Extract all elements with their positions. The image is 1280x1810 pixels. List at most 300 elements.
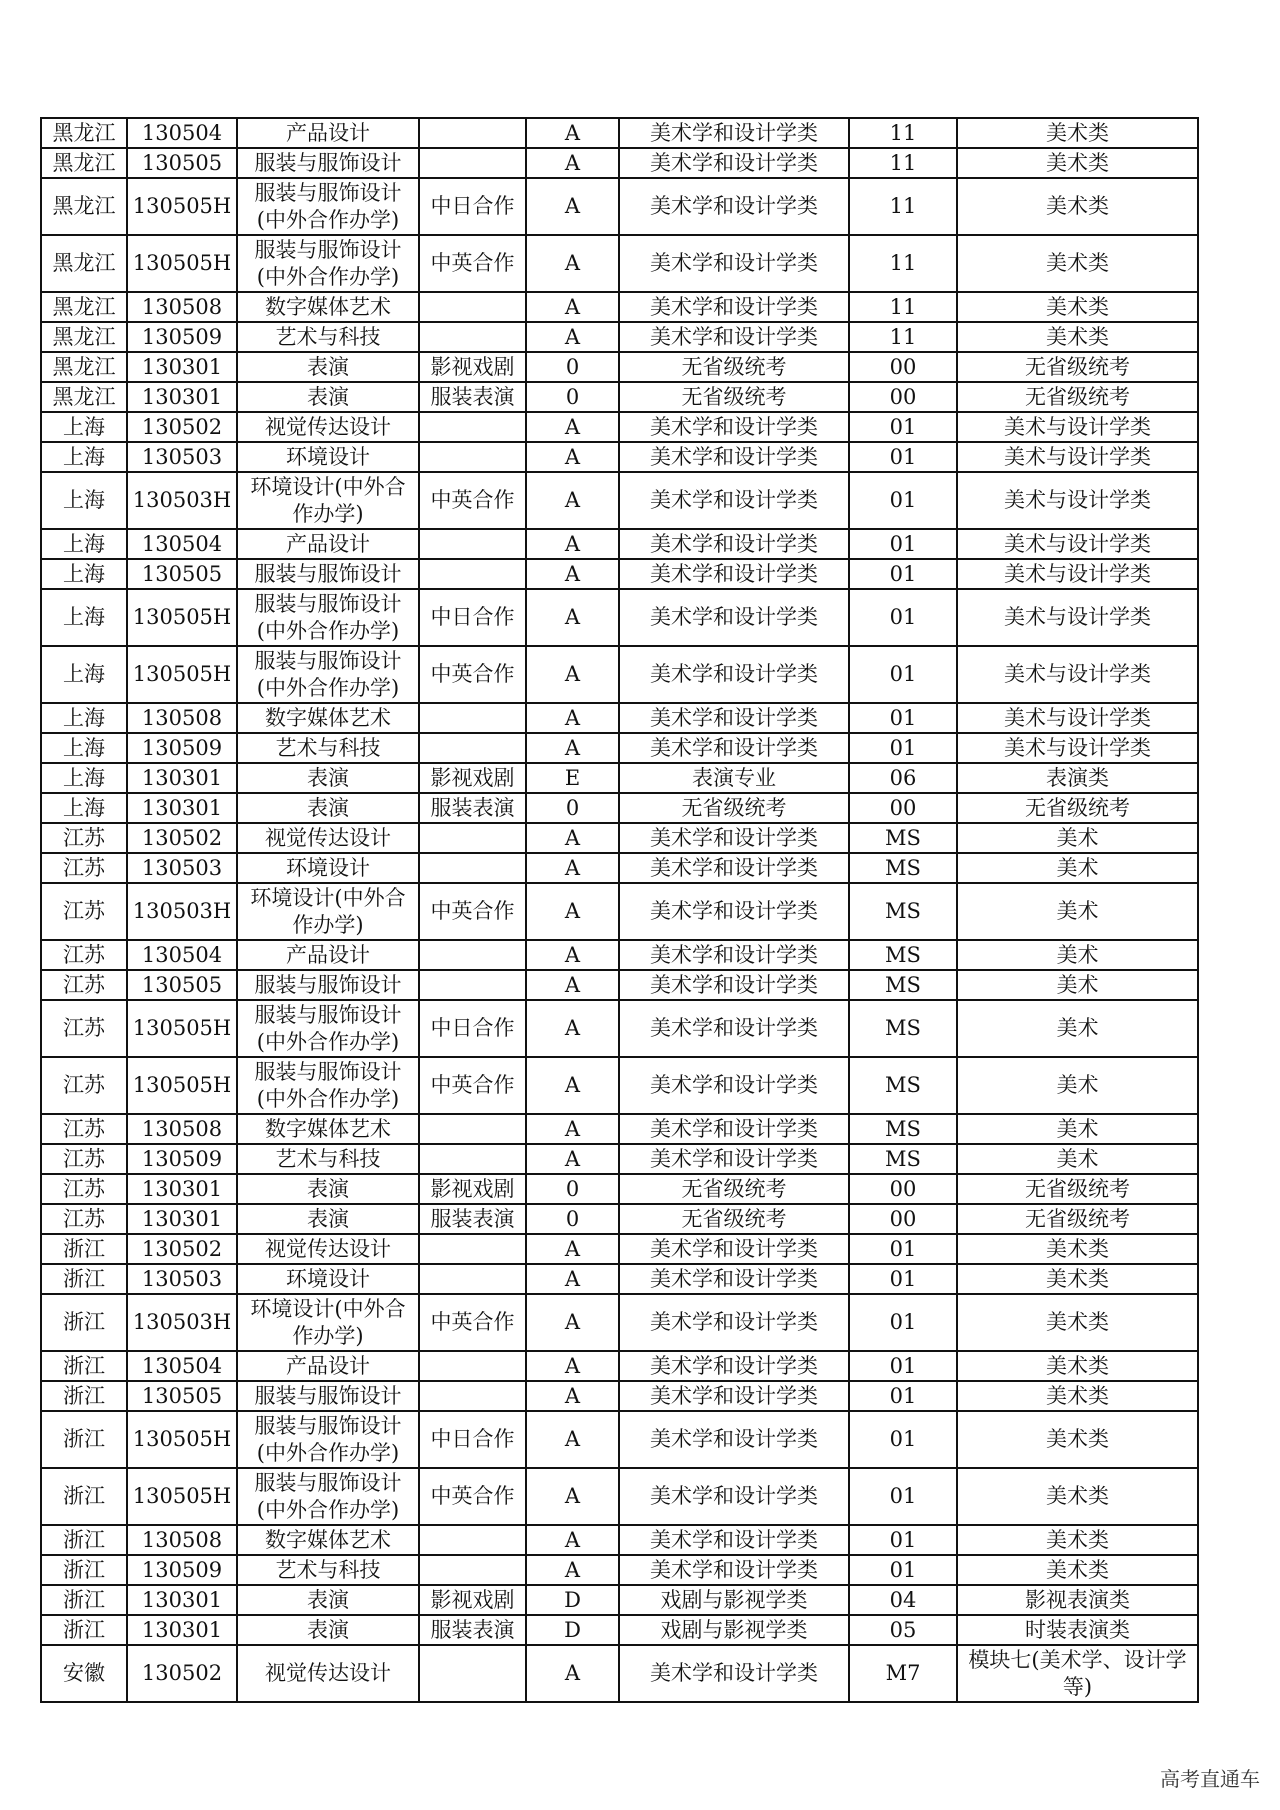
cell-exam-type: A xyxy=(526,1555,619,1585)
cell-subject-name: 美术与设计学类 xyxy=(957,589,1198,646)
cell-exam-type: A xyxy=(526,970,619,1000)
cell-remark: 中英合作 xyxy=(419,1057,526,1114)
cell-remark: 服装表演 xyxy=(419,1615,526,1645)
cell-province: 安徽 xyxy=(41,1645,127,1702)
cell-exam-type: A xyxy=(526,529,619,559)
table-row xyxy=(41,1351,1198,1381)
cell-major-code: 130502 xyxy=(127,823,237,853)
table-row xyxy=(41,529,1198,559)
table-row xyxy=(41,1585,1198,1615)
cell-remark: 影视戏剧 xyxy=(419,352,526,382)
cell-subject-code: 01 xyxy=(849,1525,957,1555)
cell-major-name: 视觉传达设计 xyxy=(237,1645,419,1702)
cell-subject-code: 01 xyxy=(849,646,957,703)
cell-subject-code: 01 xyxy=(849,412,957,442)
cell-subject-name: 美术 xyxy=(957,883,1198,940)
cell-remark xyxy=(419,292,526,322)
table-row xyxy=(41,763,1198,793)
table-row xyxy=(41,1234,1198,1264)
cell-exam-category: 美术学和设计学类 xyxy=(619,1525,849,1555)
cell-subject-name: 无省级统考 xyxy=(957,382,1198,412)
cell-major-name: 表演 xyxy=(237,1174,419,1204)
cell-exam-type: A xyxy=(526,823,619,853)
table-row xyxy=(41,1468,1198,1525)
cell-exam-type: 0 xyxy=(526,1174,619,1204)
cell-major-code: 130301 xyxy=(127,1615,237,1645)
cell-exam-category: 美术学和设计学类 xyxy=(619,118,849,148)
cell-remark: 影视戏剧 xyxy=(419,763,526,793)
cell-remark xyxy=(419,1381,526,1411)
cell-subject-name: 无省级统考 xyxy=(957,352,1198,382)
cell-remark: 中英合作 xyxy=(419,646,526,703)
cell-subject-name: 美术类 xyxy=(957,1351,1198,1381)
cell-province: 江苏 xyxy=(41,1174,127,1204)
table-row xyxy=(41,1204,1198,1234)
cell-major-name: 产品设计 xyxy=(237,1351,419,1381)
cell-major-code: 130502 xyxy=(127,412,237,442)
table-row xyxy=(41,1114,1198,1144)
cell-remark xyxy=(419,1144,526,1174)
cell-major-code: 130503 xyxy=(127,442,237,472)
cell-major-name: 服装与服饰设计(中外合作办学) xyxy=(237,1411,419,1468)
cell-province: 上海 xyxy=(41,763,127,793)
cell-major-code: 130505H xyxy=(127,235,237,292)
cell-remark xyxy=(419,1555,526,1585)
cell-subject-name: 美术与设计学类 xyxy=(957,529,1198,559)
cell-exam-category: 美术学和设计学类 xyxy=(619,1468,849,1525)
cell-subject-code: 00 xyxy=(849,1174,957,1204)
cell-exam-type: A xyxy=(526,1144,619,1174)
cell-exam-category: 无省级统考 xyxy=(619,1204,849,1234)
cell-subject-name: 美术与设计学类 xyxy=(957,472,1198,529)
cell-exam-type: A xyxy=(526,1381,619,1411)
cell-exam-type: E xyxy=(526,763,619,793)
cell-province: 浙江 xyxy=(41,1264,127,1294)
cell-major-name: 数字媒体艺术 xyxy=(237,292,419,322)
cell-province: 黑龙江 xyxy=(41,352,127,382)
cell-subject-name: 表演类 xyxy=(957,763,1198,793)
table-row xyxy=(41,235,1198,292)
cell-subject-name: 美术与设计学类 xyxy=(957,733,1198,763)
table-row xyxy=(41,823,1198,853)
cell-subject-name: 美术类 xyxy=(957,322,1198,352)
cell-exam-type: A xyxy=(526,646,619,703)
cell-major-name: 视觉传达设计 xyxy=(237,1234,419,1264)
cell-exam-type: A xyxy=(526,412,619,442)
cell-exam-category: 无省级统考 xyxy=(619,382,849,412)
cell-province: 黑龙江 xyxy=(41,322,127,352)
cell-province: 上海 xyxy=(41,703,127,733)
cell-subject-name: 美术类 xyxy=(957,1525,1198,1555)
cell-major-name: 服装与服饰设计(中外合作办学) xyxy=(237,646,419,703)
table-row xyxy=(41,1174,1198,1204)
cell-remark xyxy=(419,412,526,442)
cell-province: 江苏 xyxy=(41,853,127,883)
cell-remark xyxy=(419,148,526,178)
cell-subject-code: 01 xyxy=(849,442,957,472)
cell-exam-category: 美术学和设计学类 xyxy=(619,1351,849,1381)
cell-major-name: 服装与服饰设计(中外合作办学) xyxy=(237,235,419,292)
cell-subject-code: 01 xyxy=(849,1411,957,1468)
table-row xyxy=(41,118,1198,148)
cell-exam-category: 美术学和设计学类 xyxy=(619,853,849,883)
cell-major-name: 服装与服饰设计(中外合作办学) xyxy=(237,589,419,646)
cell-province: 江苏 xyxy=(41,940,127,970)
cell-major-name: 表演 xyxy=(237,1585,419,1615)
cell-major-code: 130301 xyxy=(127,352,237,382)
cell-subject-name: 美术类 xyxy=(957,1468,1198,1525)
table-row xyxy=(41,382,1198,412)
cell-exam-type: A xyxy=(526,589,619,646)
cell-subject-name: 美术类 xyxy=(957,178,1198,235)
cell-exam-type: A xyxy=(526,1525,619,1555)
cell-exam-category: 美术学和设计学类 xyxy=(619,292,849,322)
cell-exam-category: 美术学和设计学类 xyxy=(619,442,849,472)
cell-exam-type: D xyxy=(526,1615,619,1645)
cell-remark: 中日合作 xyxy=(419,589,526,646)
cell-major-code: 130504 xyxy=(127,529,237,559)
cell-major-code: 130504 xyxy=(127,940,237,970)
cell-province: 浙江 xyxy=(41,1351,127,1381)
cell-subject-name: 无省级统考 xyxy=(957,1204,1198,1234)
cell-exam-type: A xyxy=(526,1000,619,1057)
cell-major-name: 服装与服饰设计(中外合作办学) xyxy=(237,1057,419,1114)
cell-major-name: 艺术与科技 xyxy=(237,322,419,352)
cell-exam-category: 表演专业 xyxy=(619,763,849,793)
cell-major-name: 环境设计 xyxy=(237,442,419,472)
cell-exam-category: 美术学和设计学类 xyxy=(619,148,849,178)
table-row xyxy=(41,148,1198,178)
cell-subject-name: 美术 xyxy=(957,1057,1198,1114)
cell-major-code: 130505H xyxy=(127,1000,237,1057)
cell-major-code: 130508 xyxy=(127,703,237,733)
cell-exam-type: A xyxy=(526,178,619,235)
table-row xyxy=(41,793,1198,823)
cell-exam-type: 0 xyxy=(526,382,619,412)
cell-major-name: 数字媒体艺术 xyxy=(237,1114,419,1144)
cell-major-name: 表演 xyxy=(237,793,419,823)
cell-exam-category: 美术学和设计学类 xyxy=(619,646,849,703)
cell-subject-name: 美术类 xyxy=(957,1234,1198,1264)
cell-exam-type: A xyxy=(526,292,619,322)
cell-subject-name: 美术与设计学类 xyxy=(957,442,1198,472)
cell-province: 江苏 xyxy=(41,1000,127,1057)
cell-subject-name: 美术与设计学类 xyxy=(957,412,1198,442)
cell-exam-category: 美术学和设计学类 xyxy=(619,1234,849,1264)
cell-exam-category: 美术学和设计学类 xyxy=(619,883,849,940)
cell-exam-type: A xyxy=(526,1411,619,1468)
cell-major-code: 130504 xyxy=(127,1351,237,1381)
cell-exam-category: 美术学和设计学类 xyxy=(619,1144,849,1174)
cell-subject-name: 美术与设计学类 xyxy=(957,703,1198,733)
cell-exam-category: 美术学和设计学类 xyxy=(619,1411,849,1468)
cell-major-name: 环境设计(中外合作办学) xyxy=(237,883,419,940)
cell-major-name: 表演 xyxy=(237,1615,419,1645)
cell-remark xyxy=(419,559,526,589)
cell-subject-code: MS xyxy=(849,823,957,853)
cell-exam-type: A xyxy=(526,442,619,472)
cell-subject-code: 01 xyxy=(849,1555,957,1585)
cell-province: 浙江 xyxy=(41,1585,127,1615)
cell-subject-name: 美术类 xyxy=(957,1264,1198,1294)
cell-major-code: 130503H xyxy=(127,472,237,529)
cell-exam-category: 美术学和设计学类 xyxy=(619,322,849,352)
cell-exam-category: 美术学和设计学类 xyxy=(619,559,849,589)
cell-subject-name: 无省级统考 xyxy=(957,793,1198,823)
cell-subject-code: 05 xyxy=(849,1615,957,1645)
cell-province: 黑龙江 xyxy=(41,148,127,178)
watermark: 高考直通车 xyxy=(1160,1767,1260,1791)
cell-subject-code: MS xyxy=(849,1000,957,1057)
cell-subject-code: 01 xyxy=(849,1294,957,1351)
cell-subject-name: 美术与设计学类 xyxy=(957,559,1198,589)
cell-exam-type: A xyxy=(526,559,619,589)
cell-major-code: 130505 xyxy=(127,148,237,178)
table-row xyxy=(41,970,1198,1000)
cell-major-code: 130301 xyxy=(127,763,237,793)
cell-exam-type: A xyxy=(526,1294,619,1351)
table-row xyxy=(41,1411,1198,1468)
cell-exam-type: A xyxy=(526,1264,619,1294)
cell-major-name: 表演 xyxy=(237,352,419,382)
cell-subject-name: 美术 xyxy=(957,823,1198,853)
cell-major-code: 130301 xyxy=(127,1585,237,1615)
cell-province: 上海 xyxy=(41,442,127,472)
cell-exam-category: 美术学和设计学类 xyxy=(619,703,849,733)
cell-subject-code: MS xyxy=(849,970,957,1000)
cell-province: 浙江 xyxy=(41,1294,127,1351)
cell-subject-name: 美术类 xyxy=(957,292,1198,322)
cell-exam-category: 美术学和设计学类 xyxy=(619,178,849,235)
cell-subject-code: 01 xyxy=(849,1468,957,1525)
cell-remark: 中英合作 xyxy=(419,1294,526,1351)
cell-major-code: 130508 xyxy=(127,1114,237,1144)
cell-subject-code: 01 xyxy=(849,1351,957,1381)
cell-province: 上海 xyxy=(41,559,127,589)
cell-exam-type: A xyxy=(526,1057,619,1114)
cell-exam-type: A xyxy=(526,703,619,733)
cell-major-name: 数字媒体艺术 xyxy=(237,1525,419,1555)
cell-exam-type: A xyxy=(526,1351,619,1381)
cell-major-name: 服装与服饰设计(中外合作办学) xyxy=(237,1468,419,1525)
cell-exam-category: 美术学和设计学类 xyxy=(619,472,849,529)
cell-province: 江苏 xyxy=(41,883,127,940)
cell-remark xyxy=(419,529,526,559)
cell-major-name: 艺术与科技 xyxy=(237,1555,419,1585)
cell-subject-name: 影视表演类 xyxy=(957,1585,1198,1615)
cell-subject-code: 11 xyxy=(849,235,957,292)
cell-remark: 服装表演 xyxy=(419,793,526,823)
cell-remark xyxy=(419,1234,526,1264)
cell-major-name: 服装与服饰设计(中外合作办学) xyxy=(237,1000,419,1057)
cell-exam-category: 美术学和设计学类 xyxy=(619,1555,849,1585)
table-row xyxy=(41,472,1198,529)
cell-exam-type: A xyxy=(526,235,619,292)
cell-remark: 中英合作 xyxy=(419,1468,526,1525)
cell-subject-code: 11 xyxy=(849,148,957,178)
cell-exam-type: A xyxy=(526,472,619,529)
cell-subject-name: 美术类 xyxy=(957,148,1198,178)
cell-exam-category: 美术学和设计学类 xyxy=(619,1264,849,1294)
cell-province: 黑龙江 xyxy=(41,235,127,292)
table-row xyxy=(41,1615,1198,1645)
cell-subject-code: 11 xyxy=(849,178,957,235)
cell-exam-category: 无省级统考 xyxy=(619,793,849,823)
cell-remark xyxy=(419,1114,526,1144)
cell-remark: 中日合作 xyxy=(419,1411,526,1468)
cell-major-code: 130505H xyxy=(127,646,237,703)
table-row xyxy=(41,1555,1198,1585)
cell-exam-type: A xyxy=(526,1234,619,1264)
cell-subject-code: MS xyxy=(849,883,957,940)
cell-province: 上海 xyxy=(41,412,127,442)
cell-exam-category: 美术学和设计学类 xyxy=(619,529,849,559)
cell-exam-type: A xyxy=(526,883,619,940)
cell-subject-name: 美术 xyxy=(957,853,1198,883)
table-row xyxy=(41,703,1198,733)
cell-major-code: 130505 xyxy=(127,970,237,1000)
cell-exam-type: A xyxy=(526,118,619,148)
cell-subject-code: MS xyxy=(849,1057,957,1114)
table-row xyxy=(41,1645,1198,1702)
cell-major-name: 表演 xyxy=(237,382,419,412)
cell-major-code: 130505 xyxy=(127,559,237,589)
cell-subject-code: 01 xyxy=(849,589,957,646)
cell-province: 上海 xyxy=(41,589,127,646)
cell-major-code: 130301 xyxy=(127,382,237,412)
cell-major-code: 130502 xyxy=(127,1234,237,1264)
cell-remark: 中日合作 xyxy=(419,178,526,235)
cell-major-code: 130505 xyxy=(127,1381,237,1411)
cell-remark xyxy=(419,853,526,883)
cell-subject-code: 01 xyxy=(849,559,957,589)
cell-subject-code: MS xyxy=(849,1144,957,1174)
cell-exam-category: 美术学和设计学类 xyxy=(619,1645,849,1702)
cell-subject-code: 01 xyxy=(849,733,957,763)
admission-table xyxy=(40,117,1199,1703)
cell-exam-type: 0 xyxy=(526,352,619,382)
cell-exam-type: A xyxy=(526,733,619,763)
cell-major-name: 表演 xyxy=(237,763,419,793)
cell-major-code: 130505H xyxy=(127,589,237,646)
cell-major-code: 130509 xyxy=(127,1555,237,1585)
cell-subject-code: MS xyxy=(849,853,957,883)
cell-major-code: 130509 xyxy=(127,1144,237,1174)
cell-remark: 中日合作 xyxy=(419,1000,526,1057)
cell-province: 上海 xyxy=(41,646,127,703)
cell-major-name: 产品设计 xyxy=(237,118,419,148)
cell-major-code: 130508 xyxy=(127,1525,237,1555)
cell-subject-name: 美术与设计学类 xyxy=(957,646,1198,703)
table-row xyxy=(41,646,1198,703)
cell-remark xyxy=(419,940,526,970)
cell-subject-name: 美术类 xyxy=(957,1411,1198,1468)
cell-subject-code: 00 xyxy=(849,1204,957,1234)
table-row xyxy=(41,1057,1198,1114)
cell-remark: 中英合作 xyxy=(419,472,526,529)
cell-major-code: 130503H xyxy=(127,883,237,940)
cell-exam-type: 0 xyxy=(526,1204,619,1234)
cell-major-name: 数字媒体艺术 xyxy=(237,703,419,733)
cell-subject-code: 01 xyxy=(849,703,957,733)
cell-subject-code: 00 xyxy=(849,793,957,823)
cell-province: 黑龙江 xyxy=(41,118,127,148)
cell-remark: 中英合作 xyxy=(419,883,526,940)
cell-province: 江苏 xyxy=(41,1144,127,1174)
cell-exam-type: 0 xyxy=(526,793,619,823)
cell-subject-name: 美术类 xyxy=(957,1555,1198,1585)
cell-remark: 中英合作 xyxy=(419,235,526,292)
cell-major-code: 130502 xyxy=(127,1645,237,1702)
table-row xyxy=(41,442,1198,472)
cell-subject-name: 美术类 xyxy=(957,1294,1198,1351)
cell-subject-code: 01 xyxy=(849,1381,957,1411)
table-row xyxy=(41,1144,1198,1174)
cell-exam-category: 美术学和设计学类 xyxy=(619,412,849,442)
table-row xyxy=(41,178,1198,235)
cell-exam-category: 美术学和设计学类 xyxy=(619,1381,849,1411)
cell-exam-category: 美术学和设计学类 xyxy=(619,1000,849,1057)
cell-subject-name: 美术 xyxy=(957,970,1198,1000)
cell-province: 浙江 xyxy=(41,1555,127,1585)
cell-exam-category: 美术学和设计学类 xyxy=(619,1114,849,1144)
cell-subject-name: 美术类 xyxy=(957,118,1198,148)
table-row xyxy=(41,1525,1198,1555)
cell-remark xyxy=(419,1525,526,1555)
cell-subject-name: 美术 xyxy=(957,1000,1198,1057)
cell-major-code: 130301 xyxy=(127,793,237,823)
cell-remark xyxy=(419,1264,526,1294)
cell-subject-code: M7 xyxy=(849,1645,957,1702)
cell-province: 浙江 xyxy=(41,1381,127,1411)
cell-major-name: 服装与服饰设计 xyxy=(237,559,419,589)
cell-major-name: 环境设计 xyxy=(237,853,419,883)
cell-province: 黑龙江 xyxy=(41,292,127,322)
table-row xyxy=(41,412,1198,442)
cell-major-name: 服装与服饰设计(中外合作办学) xyxy=(237,178,419,235)
table-row xyxy=(41,1294,1198,1351)
cell-major-code: 130301 xyxy=(127,1204,237,1234)
table-row xyxy=(41,1000,1198,1057)
cell-province: 浙江 xyxy=(41,1525,127,1555)
cell-subject-code: 11 xyxy=(849,292,957,322)
cell-exam-category: 美术学和设计学类 xyxy=(619,823,849,853)
cell-major-code: 130509 xyxy=(127,322,237,352)
cell-province: 黑龙江 xyxy=(41,178,127,235)
cell-exam-category: 美术学和设计学类 xyxy=(619,1294,849,1351)
cell-province: 浙江 xyxy=(41,1615,127,1645)
cell-remark xyxy=(419,1645,526,1702)
cell-remark xyxy=(419,733,526,763)
cell-exam-type: A xyxy=(526,940,619,970)
cell-subject-code: 11 xyxy=(849,322,957,352)
cell-major-code: 130503H xyxy=(127,1294,237,1351)
cell-major-name: 表演 xyxy=(237,1204,419,1234)
cell-major-name: 视觉传达设计 xyxy=(237,412,419,442)
table-row xyxy=(41,559,1198,589)
cell-subject-code: 01 xyxy=(849,529,957,559)
cell-subject-name: 美术类 xyxy=(957,235,1198,292)
cell-exam-type: A xyxy=(526,1645,619,1702)
cell-province: 江苏 xyxy=(41,1114,127,1144)
cell-remark: 影视戏剧 xyxy=(419,1174,526,1204)
table-row xyxy=(41,940,1198,970)
cell-subject-name: 模块七(美术学、设计学等) xyxy=(957,1645,1198,1702)
cell-subject-code: 00 xyxy=(849,382,957,412)
cell-province: 江苏 xyxy=(41,1204,127,1234)
cell-exam-type: A xyxy=(526,1114,619,1144)
cell-exam-category: 无省级统考 xyxy=(619,1174,849,1204)
